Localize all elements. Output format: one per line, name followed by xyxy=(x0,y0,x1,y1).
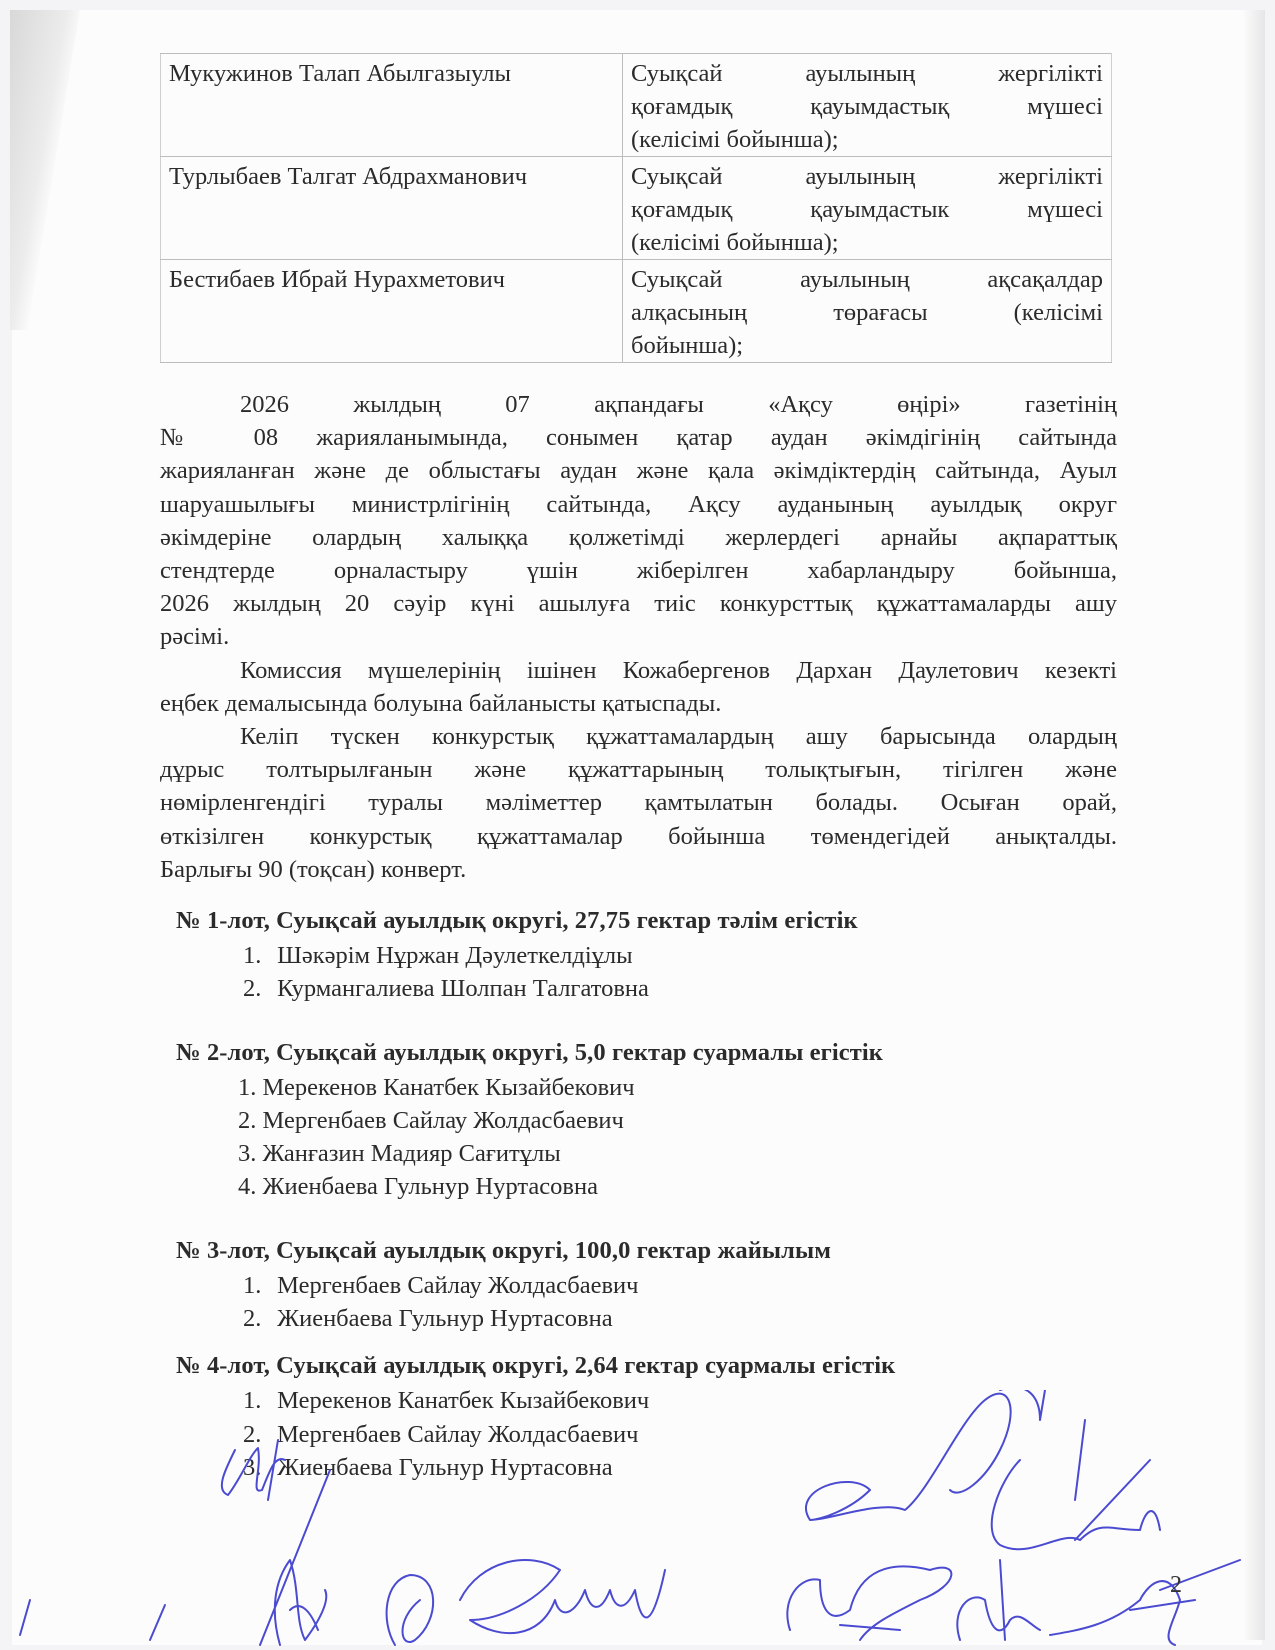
member-name: Бестибаев Ибрай Нурахметович xyxy=(161,260,623,363)
table-row xyxy=(161,260,1112,363)
member-role xyxy=(623,260,1112,363)
text-line: нөмірленгендігі туралы мәліметтер қамтылатын болады. Осыған орай, xyxy=(160,789,1117,817)
member-role-line: Суықсай ауылының ақсақалдар xyxy=(631,266,1103,293)
list-item xyxy=(243,1269,1117,1302)
list-number: 1. xyxy=(243,1271,262,1299)
lot-title: № 2-лот, Суықсай ауылдық округі, 5,0 гектар суармалы егістік xyxy=(176,1038,883,1066)
list-number: 1. xyxy=(243,1387,262,1415)
applicant-name: Мергенбаев Сайлау Жолдасбаевич xyxy=(277,1271,639,1299)
page-number: 2 xyxy=(1170,1572,1182,1598)
text-line: 2026 жылдың 20 сәуір күні ашылуға тиіс конкурсттық құжаттамаларды ашу xyxy=(160,590,1117,618)
applicant-name: Шәкәрім Нұржан Дәулеткелдіұлы xyxy=(277,942,633,970)
text-line: № 08 жарияланымында, сонымен қатар аудан әкімдігінің сайтында xyxy=(160,424,1117,452)
applicant-name: Жиенбаева Гульнур Нуртасовна xyxy=(277,1305,613,1333)
list-number: 2. xyxy=(238,1107,257,1135)
list-number: 1. xyxy=(243,942,262,970)
applicant-list xyxy=(160,939,1117,1005)
member-role-line: бойынша); xyxy=(631,332,744,359)
text-line: рәсімі. xyxy=(160,623,230,651)
list-item xyxy=(243,1451,1117,1484)
lot-title: № 4-лот, Суықсай ауылдық округі, 2,64 гектар суармалы егістік xyxy=(176,1352,896,1380)
commission-members-table xyxy=(160,53,1112,363)
text-line: өткізілген конкурстық құжаттамалар бойынша төмендегідей анықталды. xyxy=(160,822,1117,850)
applicant-name: Жиенбаева Гульнур Нуртасовна xyxy=(262,1173,598,1201)
applicant-name: Жанғазин Мадияр Сағитұлы xyxy=(262,1140,561,1168)
list-item xyxy=(243,1418,1117,1451)
text-line: дұрыс толтырылғанын және құжаттарының толықтығын, тігілген және xyxy=(160,756,1117,784)
member-role-line: (келісімі бойынша); xyxy=(631,229,839,256)
list-number: 1. xyxy=(238,1073,257,1101)
applicant-name: Мерекенов Канатбек Кызайбекович xyxy=(262,1073,635,1101)
list-number: 2. xyxy=(243,1305,262,1333)
document-body xyxy=(160,388,1117,1484)
member-role xyxy=(623,54,1112,157)
applicant-name: Жиенбаева Гульнур Нуртасовна xyxy=(277,1453,613,1481)
announcement-paragraph xyxy=(160,388,1117,654)
member-role-line: алқасының төрағасы (келісімі xyxy=(631,299,1103,326)
list-item xyxy=(238,1104,1117,1137)
member-role-line: қоғамдық қауымдастық мүшесі xyxy=(631,93,1103,120)
lot-title: № 1-лот, Суықсай ауылдық округі, 27,75 гектар тәлім егістік xyxy=(176,907,858,935)
text-line: еңбек демалысында болуына байланысты қатыспады. xyxy=(160,689,722,717)
applicant-name: Курмангалиева Шолпан Талгатовна xyxy=(277,975,649,1003)
text-line: жарияланған және де облыстағы аудан және қала әкімдіктердің сайтында, Ауыл xyxy=(160,457,1117,485)
list-number: 3. xyxy=(238,1140,257,1168)
text-line: Комиссия мүшелерінің ішінен Кожабергенов Дархан Даулетович кезекті xyxy=(240,656,1117,684)
applicant-name: Мерекенов Канатбек Кызайбекович xyxy=(277,1387,650,1415)
list-number: 2. xyxy=(243,1420,262,1448)
list-item xyxy=(243,1384,1117,1417)
lot-2 xyxy=(160,1036,1117,1204)
member-role-line: қоғамдық қауымдастык мүшесі xyxy=(631,196,1103,223)
list-number: 4. xyxy=(238,1173,257,1201)
opening-procedure-paragraph xyxy=(160,720,1117,886)
list-item xyxy=(238,1170,1117,1203)
list-item xyxy=(238,1137,1117,1170)
table-row xyxy=(161,157,1112,260)
lot-4 xyxy=(160,1349,1117,1484)
member-name: Турлыбаев Талгат Абдрахманович xyxy=(161,157,623,260)
text-line: Барлығы 90 (тоқсан) конверт. xyxy=(160,855,467,883)
member-role xyxy=(623,157,1112,260)
list-item xyxy=(243,972,1117,1005)
member-name: Мукужинов Талап Абылгазыулы xyxy=(161,54,623,157)
applicant-list xyxy=(160,1269,1117,1335)
text-line: стендтерде орналастыру үшін жіберілген хабарландыру бойынша, xyxy=(160,557,1117,585)
table-row xyxy=(161,54,1112,157)
member-role-line: Суықсай ауылының жергілікті xyxy=(631,60,1103,87)
list-item xyxy=(243,1302,1117,1335)
list-number: 2. xyxy=(243,975,262,1003)
applicant-list xyxy=(160,1071,1117,1204)
member-role-line: Суықсай ауылының жергілікті xyxy=(631,163,1103,190)
member-role-line: (келісімі бойынша); xyxy=(631,126,839,153)
text-line: әкімдеріне олардың халыққа қолжетімді жерлердегі арнайы ақпараттық xyxy=(160,523,1117,551)
page-edge-shadow xyxy=(1243,10,1265,1640)
list-item xyxy=(238,1071,1117,1104)
text-line: Келіп түскен конкурстық құжаттамалардың ашу барысында олардың xyxy=(240,723,1117,751)
applicant-name: Мергенбаев Сайлау Жолдасбаевич xyxy=(262,1107,624,1135)
absence-paragraph xyxy=(160,654,1117,720)
text-line: 2026 жылдың 07 ақпандағы «Ақсу өңірі» газетінің xyxy=(240,391,1117,418)
lot-title: № 3-лот, Суықсай ауылдық округі, 100,0 гектар жайылым xyxy=(176,1236,832,1264)
applicant-name: Мергенбаев Сайлау Жолдасбаевич xyxy=(277,1420,639,1448)
lot-3 xyxy=(160,1234,1117,1336)
list-number: 3. xyxy=(243,1453,262,1481)
text-line: шаруашылығы министрлігінің сайтында, Ақсу ауданының ауылдық округ xyxy=(160,490,1117,518)
list-item xyxy=(243,939,1117,972)
applicant-list xyxy=(160,1384,1117,1484)
lot-1 xyxy=(160,904,1117,1006)
